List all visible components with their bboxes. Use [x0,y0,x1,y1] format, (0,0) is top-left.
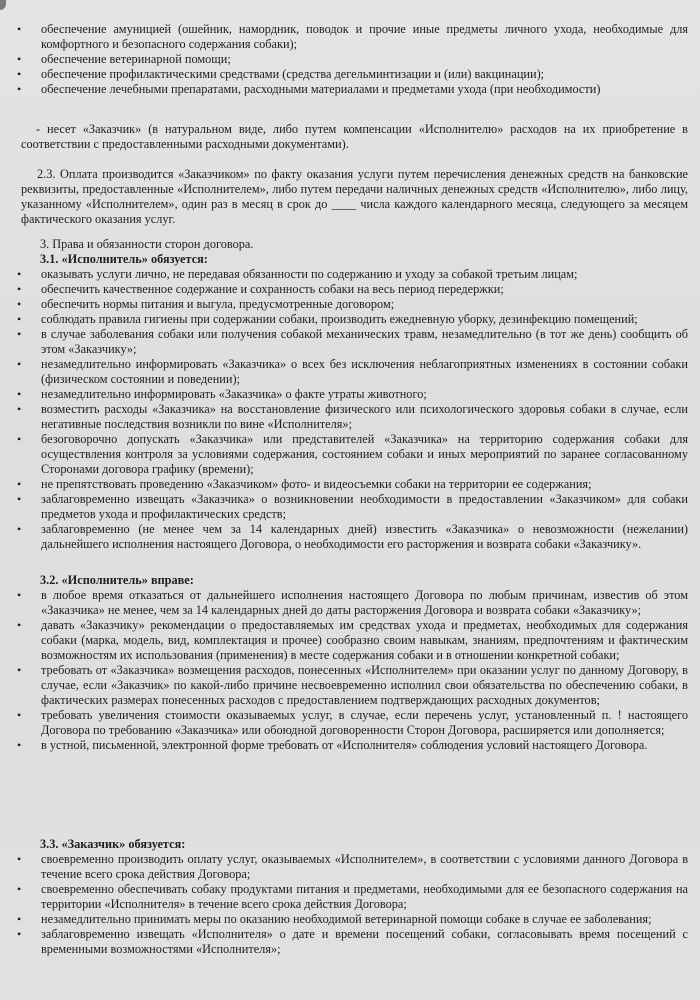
section3-block [0,237,700,552]
bullet-icon: • [17,357,22,371]
s32-heading: 3.2. «Исполнитель» вправе: [40,573,194,587]
bullet-icon: • [17,912,22,926]
list-item: • давать «Заказчику» рекомендации о предоставляемых им средствах ухода и предметах, необходимых для содержания собаки (марка, модель, вид, комплектация и прочее) сообразно своим навыкам, знаниям, предпочтениям и фактическим возможностям их использования (применения) в месте содержания собаки и в отношении конкретной собаки; [17,618,688,662]
s33-block [0,837,700,957]
list-item: • требовать увеличения стоимости оказываемых услуг, в случае, если перечень услуг, установленный п. ! настоящего Договора по требованию «Заказчика» или обоюдной договоренности Сторон Договора, расширяется или дополняется; [17,708,688,737]
list-item: • заблаговременно (не менее чем за 14 календарных дней) известить «Заказчика» о невозможности (нежелании) дальнейшего исполнения настоящего Договора, о необходимости его расторжения и возврата собаки «Заказчику». [17,522,688,551]
list-item: • заблаговременно извещать «Исполнителя» о дате и времени посещений собаки, согласовывать время посещений с временными возможностями «Исполнителя»; [17,927,688,956]
bullet-icon: • [17,67,22,81]
bullet-icon: • [17,432,22,446]
list-item: • незамедлительно информировать «Заказчика» о всех без исключения неблагоприятных изменениях в состоянии собаки (физическом состоянии и поведении); [17,357,688,386]
bullet-icon: • [17,882,22,896]
bullet-icon: • [17,708,22,722]
bullet-icon: • [17,927,22,941]
section2-list-block [0,22,700,97]
bullet-icon: • [17,312,22,326]
bullet-icon: • [17,402,22,416]
bullet-icon: • [17,852,22,866]
bullet-icon: • [17,387,22,401]
list-item: • требовать от «Заказчика» возмещения расходов, понесенных «Исполнителем» при оказании услуг по данному Договору, в случае, если «Заказчик» по какой-либо причине несвоевременно исполнил свои обязательства по обеспечению собаки, в фактических размерах понесенных расходов с предоставлением подтверждающих расходных документов; [17,663,688,707]
list-item: • обеспечение ветеринарной помощи; [17,52,231,66]
list-item: • безоговорочно допускать «Заказчика» или представителей «Заказчика» на территорию содержания собаки для осуществления контроля за условиями содержания, состоянием собаки и иных мероприятий по заранее согласованному Сторонами договора графику (времени); [17,432,688,476]
list-item: • заблаговременно извещать «Заказчика» о возникновении необходимости в предоставлении «Заказчиком» для собаки предметов ухода и профилактических средств; [17,492,688,521]
list-item: • в случае заболевания собаки или получения собакой механических травм, незамедлительно (в тот же день) сообщить об этом «Заказчику»; [17,327,688,356]
bullet-icon: • [17,663,22,677]
list-item: • своевременно обеспечивать собаку продуктами питания и предметами, необходимыми для ее безопасного содержания на территории «Исполнителя» в течение всего срока действия Договора; [17,882,688,911]
clause-2-3: 2.3. Оплата производится «Заказчиком» по факту оказания услуги путем перечисления денежных средств на банковские реквизиты, предоставленные «Исполнителем», либо путем передачи наличных денежных средств «Исполнителю», либо лицу, указанному «Исполнителем», один раз в месяц в срок до ____ числа каждого календарного месяца, следующего за месяцем фактического оказания услуг. [21,167,688,226]
list-item: • оказывать услуги лично, не передавая обязанности по содержанию и уходу за собакой третьим лицам; [17,267,578,281]
list-item: • незамедлительно принимать меры по оказанию необходимой ветеринарной помощи собаке в случае ее заболевания; [17,912,652,926]
list-item: • обеспечить качественное содержание и сохранность собаки на весь период передержки; [17,282,504,296]
s33-list [0,852,700,957]
clause-2-3-block [0,167,700,227]
bullet-icon: • [17,267,22,281]
bullet-icon: • [17,52,22,66]
section2-note-block [0,122,700,152]
list-item: • возместить расходы «Заказчика» на восстановление физического или психологического здоровья собаки в случае, если негативные последствия возникли по вине «Исполнителя»; [17,402,688,431]
list-item: • не препятствовать проведению «Заказчиком» фото- и видеосъемки собаки на территории ее содержания; [17,477,592,491]
bullet-icon: • [17,327,22,341]
list-item: • обеспечение амуницией (ошейник, намордник, поводок и прочие иные предметы личного ухода, необходимые для комфортного и безопасного содержания собаки); [17,22,688,51]
bullet-icon: • [17,282,22,296]
bullet-icon: • [17,22,22,36]
bullet-icon: • [17,522,22,536]
section3-title: 3. Права и обязанности сторон договора. [40,237,254,251]
s33-heading: 3.3. «Заказчик» обязуется: [40,837,186,851]
page-corner-shadow [0,0,6,10]
list-item: • обеспечение профилактическими средствами (средства дегельминтизации и (или) вакцинации); [17,67,545,81]
section2-note: - несет «Заказчик» (в натуральном виде, либо путем компенсации «Исполнителю» расходов на их приобретение в соответствии с предоставленными расходными документами). [21,122,688,151]
list-item: • незамедлительно информировать «Заказчика» о факте утраты животного; [17,387,427,401]
bullet-icon: • [17,618,22,632]
s32-block [0,573,700,753]
bullet-icon: • [17,492,22,506]
bullet-icon: • [17,588,22,602]
s31-list [0,267,700,552]
bullet-icon: • [17,82,22,96]
list-item: • в устной, письменной, электронной форме требовать от «Исполнителя» соблюдения условий настоящего Договора. [17,738,648,752]
list-item: • в любое время отказаться от дальнейшего исполнения настоящего Договора по любым причинам, известив об этом «Заказчика» не менее, чем за 14 календарных дней до даты расторжения Договора и возврата собаки «Заказчику»; [17,588,688,617]
section2-list [0,22,700,97]
list-item: • обеспечить нормы питания и выгула, предусмотренные договором; [17,297,395,311]
list-item: • обеспечение лечебными препаратами, расходными материалами и предметами ухода (при необходимости) [17,82,601,96]
bullet-icon: • [17,477,22,491]
s32-list [0,588,700,753]
bullet-icon: • [17,738,22,752]
s31-heading: 3.1. «Исполнитель» обязуется: [40,252,208,266]
list-item: • соблюдать правила гигиены при содержании собаки, производить ежедневную уборку, дезинфекцию помещений; [17,312,638,326]
bullet-icon: • [17,297,22,311]
list-item: • своевременно производить оплату услуг, оказываемых «Исполнителем», в соответствии с условиями данного Договора в течение всего срока действия Договора; [17,852,688,881]
